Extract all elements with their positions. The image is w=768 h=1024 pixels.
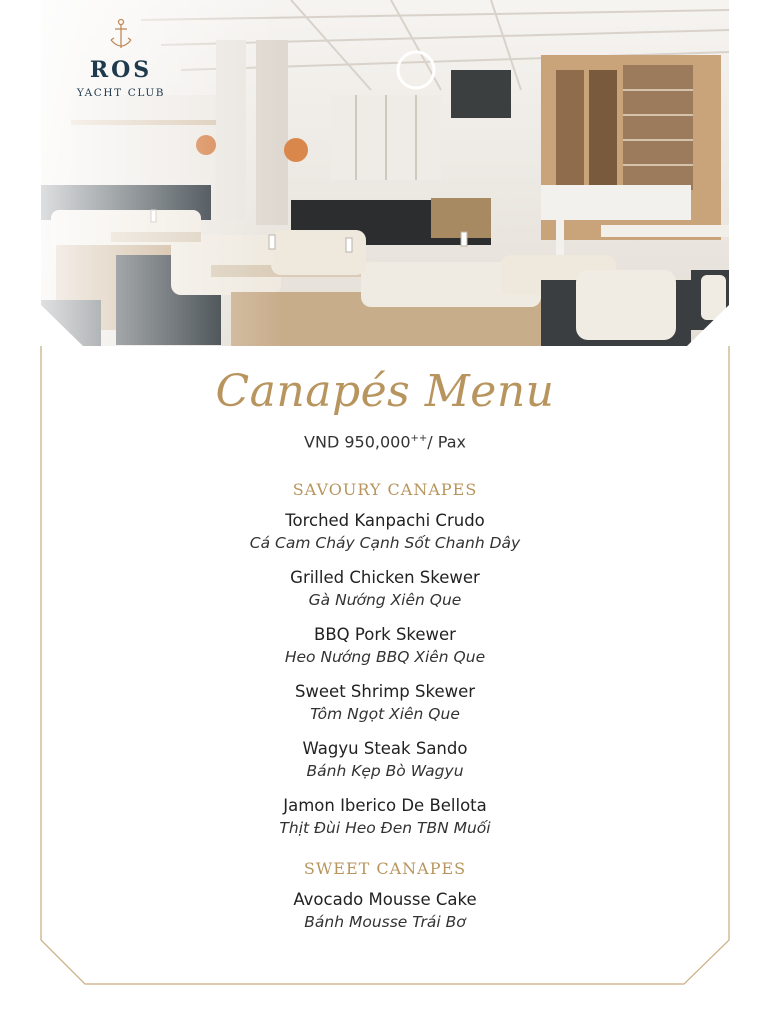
canapes-menu [41,350,729,946]
item-vietnamese-name: Gà Nướng Xiên Que [308,591,462,610]
savoury-items [41,510,729,839]
menu-item [41,510,729,554]
menu-item [41,681,729,725]
price-suffix: ++ [410,433,428,444]
menu-title: Canapés Menu [215,366,555,417]
item-vietnamese-name: Cá Cam Cháy Cạnh Sốt Chanh Dây [249,534,521,553]
price-amount: VND 950,000 [304,432,411,452]
sweet-items [41,889,729,933]
menu-item [41,738,729,782]
item-vietnamese-name: Heo Nướng BBQ Xiên Que [284,648,486,667]
item-name: Avocado Mousse Cake [293,890,477,910]
anchor-icon [108,18,134,52]
item-name: Grilled Chicken Skewer [290,568,480,588]
item-name: Torched Kanpachi Crudo [285,511,485,531]
item-name: Wagyu Steak Sando [302,739,468,759]
section-title-sweet: SWEET CANAPES [303,859,467,879]
item-name: Jamon Iberico De Bellota [283,796,487,816]
ros-logo [62,18,180,100]
item-name: Sweet Shrimp Skewer [294,682,476,702]
logo-subtitle: YACHT CLUB [76,87,166,99]
price-unit: / Pax [427,432,466,452]
menu-item [41,567,729,611]
section-title-savoury: SAVOURY CANAPES [292,480,478,500]
item-vietnamese-name: Bánh Kẹp Bò Wagyu [306,762,464,781]
logo-name: ROS [89,57,153,83]
menu-item [41,889,729,933]
item-name: BBQ Pork Skewer [314,625,456,645]
menu-item [41,795,729,839]
item-vietnamese-name: Tôm Ngọt Xiên Que [310,705,460,724]
item-vietnamese-name: Thịt Đùi Heo Đen TBN Muối [279,819,491,838]
item-vietnamese-name: Bánh Mousse Trái Bơ [304,913,466,932]
menu-item [41,624,729,668]
menu-price [41,428,729,453]
